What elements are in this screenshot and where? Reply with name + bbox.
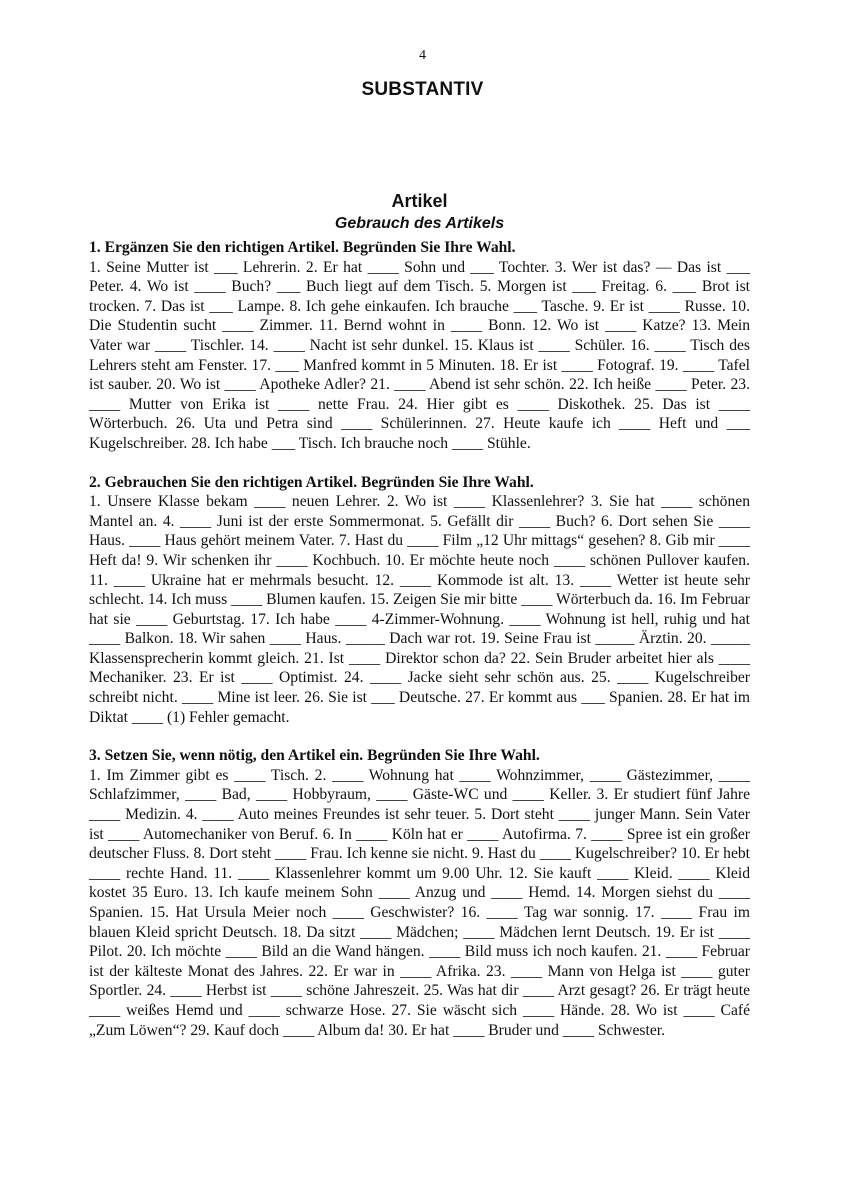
section-subheading: Gebrauch des Artikels xyxy=(334,215,505,232)
exercise-2 xyxy=(89,473,750,728)
exercise-1 xyxy=(89,238,750,454)
exercise-title: 2. Gebrauchen Sie den richtigen Artikel. Begründen Sie Ihre Wahl. xyxy=(89,473,534,491)
exercise-text: 1. Im Zimmer gibt es ____ Tisch. 2. ____ Wohnung hat ____ Wohnzimmer, ____ Gästezimmer, ____ Schlafzimmer, ____ Bad, ____ Hobbyraum, ____ Gäste-WC und ____ Keller. 3. Er studiert fünf Jahre ____ Medizin. 4. ____ Auto meines Freundes ist sehr teuer. 5. Dort steht ____ junger Mann. Sein Vater ist ____ Automechaniker von Beruf. 6. In ____ Köln hat er ____ Autofirma. 7. ____ Spree ist ein großer deutscher Fluss. 8. Dort steht ____ Frau. Ich kenne sie nicht. 9. Hast du ____ Kugelschreiber? 10. Er hebt ____ rechte Hand. 11. ____ Klassenlehrer kommt um 9.00 Uhr. 12. Sie kauft ____ Kleid. ____ Kleid kostet 35 Euro. 13. Ich kaufe meinem Sohn ____ Anzug und ____ Hemd. 14. Morgen siehst du ____ Spanien. 15. Hat Ursula Meier noch ____ Geschwister? 16. ____ Tag war sonnig. 17. ____ Frau im blauen Kleid spricht Deutsch. 18. Da sitzt ____ Mädchen; ____ Mädchen lernt Deutsch. 19. Er ist ____ Pilot. 20. Ich möchte ____ Bild an die Wand hängen. ____ Bild muss ich noch kaufen. 21. ____ Februar ist der kälteste Monat des Jahres. 22. Er war in ____ Afrika. 23. ____ Mann von Helga ist ____ guter Sportler. 24. ____ Herbst ist ____ schöne Jahreszeit. 25. Was hat dir ____ Arzt gesagt? 26. Er trägt heute ____ weißes Hemd und ____ schwarze Hose. 27. Sie wäscht sich ____ Hände. 28. Wo ist ____ Café „Zum Löwen“? 29. Kauf doch ____ Album da! 30. Er hat ____ Bruder und ____ Schwester. xyxy=(89,766,750,1039)
exercise-title: 1. Ergänzen Sie den richtigen Artikel. Begründen Sie Ihre Wahl. xyxy=(89,239,516,256)
page-title: SUBSTANTIV xyxy=(361,79,484,100)
section-heading: Artikel xyxy=(391,191,448,211)
page-content xyxy=(89,189,750,1059)
exercise-title: 3. Setzen Sie, wenn nötig, den Artikel ein. Begründen Sie Ihre Wahl. xyxy=(89,747,540,765)
page-number: 4 xyxy=(419,48,426,63)
exercise-3 xyxy=(89,746,750,1040)
exercise-text: 1. Unsere Klasse bekam ____ neuen Lehrer. 2. Wo ist ____ Klassenlehrer? 3. Sie hat ____ schönen Mantel an. 4. ____ Juni ist der erste Sommermonat. 5. Gefällt dir ____ Buch? 6. Dort sehen Sie ____ Haus. ____ Haus gehört meinem Vater. 7. Hast du ____ Film „12 Uhr mittags“ gesehen? 8. Gib mir ____ Heft da! 9. Wir schenken ihr ____ Kochbuch. 10. Er möchte heute noch ____ schönen Pullover kaufen. 11. ____ Ukraine hat er mehrmals besucht. 12. ____ Kommode ist alt. 13. ____ Wetter ist heute sehr schlecht. 14. Ich muss ____ Blumen kaufen. 15. Zeigen Sie mir bitte ____ Wörterbuch da. 16. Im Februar hat sie ____ Geburtstag. 17. Ich habe ____ 4-Zimmer-Wohnung. ____ Wohnung ist hell, ruhig und hat ____ Balkon. 18. Wir sahen ____ Haus. _____ Dach war rot. 19. Seine Frau ist _____ Ärztin. 20. _____ Klassensprecherin kommt gleich. 21. Ist ____ Direktor schon da? 22. Sein Bruder arbeitet hier als ____ Mechaniker. 23. Er ist ____ Optimist. 24. ____ Jacke sieht sehr schön aus. 25. ____ Kugelschreiber schreibt nicht. ____ Mine ist leer. 26. Sie ist ___ Deutsche. 27. Er kommt aus ___ Spanien. 28. Er hat im Diktat ____ (1) Fehler gemacht. xyxy=(89,493,750,726)
exercise-text: 1. Seine Mutter ist ___ Lehrerin. 2. Er hat ____ Sohn und ___ Tochter. 3. Wer ist das? — Das ist ___ Peter. 4. Wo ist ____ Buch? ___ Buch liegt auf dem Tisch. 5. Morgen ist ___ Freitag. 6. ___ Brot ist trocken. 7. Das ist ___ Lampe. 8. Ich gehe einkaufen. Ich brauche ___ Tasche. 9. Er ist ____ Russe. 10. Die Studentin sucht ____ Zimmer. 11. Bernd wohnt in ____ Bonn. 12. Wo ist ____ Katze? 13. Mein Vater war ____ Tischler. 14. ____ Nacht ist sehr dunkel. 15. Klaus ist ____ Schüler. 16. ____ Tisch des Lehrers steht am Fenster. 17. ___ Manfred kommt in 5 Minuten. 18. Er ist ____ Fotograf. 19. ____ Tafel ist sauber. 20. Wo ist ____ Apotheke Adler? 21. ____ Abend ist sehr schön. 22. Ich heiße ____ Peter. 23. ____ Mutter von Erika ist ____ nette Frau. 24. Hier gibt es ____ Diskothek. 25. Das ist ____ Wörterbuch. 26. Uta und Petra sind ____ Schülerinnen. 27. Heute kaufe ich ____ Heft und ___ Kugelschreiber. 28. Ich habe ___ Tisch. Ich brauche noch ____ Stühle. xyxy=(89,258,750,452)
